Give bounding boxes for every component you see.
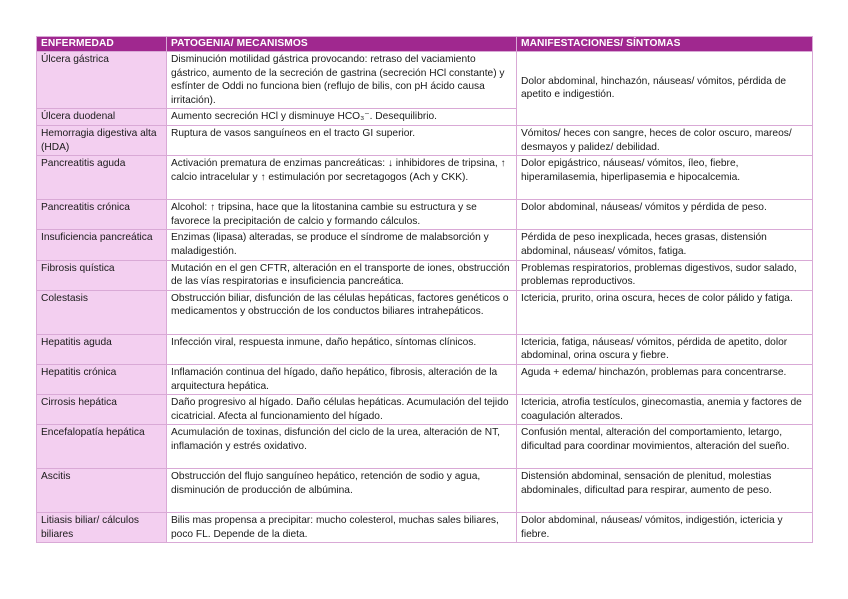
table-row bbox=[37, 52, 813, 109]
disease-cell: Cirrosis hepática bbox=[37, 395, 167, 425]
table-row bbox=[37, 230, 813, 260]
manifestations-cell: Aguda + edema/ hinchazón, problemas para concentrarse. bbox=[517, 364, 813, 394]
disease-cell: Hemorragia digestiva alta (HDA) bbox=[37, 125, 167, 155]
manifestations-cell: Vómitos/ heces con sangre, heces de color oscuro, mareos/ desmayos y palidez/ debilidad. bbox=[517, 125, 813, 155]
table-row bbox=[37, 156, 813, 200]
pathogenesis-cell: Activación prematura de enzimas pancreáticas: ↓ inhibidores de tripsina, ↑ calcio intracelular y ↑ estimulación por secretagogos (Ach y CKK). bbox=[167, 156, 517, 200]
table-row bbox=[37, 200, 813, 230]
header-manifestations: MANIFESTACIONES/ SÍNTOMAS bbox=[517, 37, 813, 52]
disease-cell: Hepatitis aguda bbox=[37, 334, 167, 364]
manifestations-cell: Dolor abdominal, náuseas/ vómitos y pérdida de peso. bbox=[517, 200, 813, 230]
table-row bbox=[37, 425, 813, 469]
pathogenesis-cell: Mutación en el gen CFTR, alteración en el transporte de iones, obstrucción de las vías respiratorias e insuficiencia pancreática. bbox=[167, 260, 517, 290]
pathogenesis-cell: Infección viral, respuesta inmune, daño hepático, síntomas clínicos. bbox=[167, 334, 517, 364]
pathogenesis-cell: Obstrucción del flujo sanguíneo hepático, retención de sodio y agua, disminución de producción de albúmina. bbox=[167, 469, 517, 513]
header-pathogenesis: PATOGENIA/ MECANISMOS bbox=[167, 37, 517, 52]
disease-cell: Pancreatitis aguda bbox=[37, 156, 167, 200]
disease-cell: Fibrosis quística bbox=[37, 260, 167, 290]
header-row bbox=[37, 37, 813, 52]
pathogenesis-cell: Enzimas (lipasa) alteradas, se produce el síndrome de malabsorción y maladigestión. bbox=[167, 230, 517, 260]
disease-table bbox=[36, 36, 813, 543]
disease-cell: Colestasis bbox=[37, 290, 167, 334]
table-row bbox=[37, 125, 813, 155]
disease-cell: Litiasis biliar/ cálculos biliares bbox=[37, 513, 167, 543]
manifestations-cell: Problemas respiratorios, problemas digestivos, sudor salado, problemas reproductivos. bbox=[517, 260, 813, 290]
pathogenesis-cell: Acumulación de toxinas, disfunción del ciclo de la urea, alteración de NT, inflamación y estrés oxidativo. bbox=[167, 425, 517, 469]
disease-cell: Ascitis bbox=[37, 469, 167, 513]
manifestations-cell: Ictericia, atrofia testículos, ginecomastia, anemia y factores de coagulación alterados. bbox=[517, 395, 813, 425]
manifestations-cell: Distensión abdominal, sensación de plenitud, molestias abdominales, dificultad para respirar, aumento de peso. bbox=[517, 469, 813, 513]
pathogenesis-cell: Daño progresivo al hígado. Daño células hepáticas. Acumulación del tejido cicatricial. Afecta al funcionamiento del hígado. bbox=[167, 395, 517, 425]
pathogenesis-cell: Aumento secreción HCl y disminuye HCO₃⁻. Desequilibrio. bbox=[167, 109, 517, 126]
manifestations-cell: Dolor epigástrico, náuseas/ vómitos, íleo, fiebre, hiperamilasemia, hiperlipasemia e hipocalcemia. bbox=[517, 156, 813, 200]
disease-cell: Encefalopatía hepática bbox=[37, 425, 167, 469]
table-row bbox=[37, 469, 813, 513]
table-row bbox=[37, 334, 813, 364]
table-row bbox=[37, 364, 813, 394]
pathogenesis-cell: Alcohol: ↑ tripsina, hace que la litostanina cambie su estructura y se favorece la precipitación de calcio y formando cálculos. bbox=[167, 200, 517, 230]
pathogenesis-cell: Ruptura de vasos sanguíneos en el tracto GI superior. bbox=[167, 125, 517, 155]
pathogenesis-cell: Bilis mas propensa a precipitar: mucho colesterol, muchas sales biliares, poco FL. Depende de la dieta. bbox=[167, 513, 517, 543]
disease-cell: Úlcera gástrica bbox=[37, 52, 167, 109]
disease-cell: Pancreatitis crónica bbox=[37, 200, 167, 230]
table-row bbox=[37, 513, 813, 543]
table-row bbox=[37, 290, 813, 334]
header-disease: ENFERMEDAD bbox=[37, 37, 167, 52]
pathogenesis-cell: Inflamación continua del hígado, daño hepático, fibrosis, alteración de la arquitectura hepática. bbox=[167, 364, 517, 394]
manifestations-cell: Confusión mental, alteración del comportamiento, letargo, dificultad para coordinar movimientos, alteración del sueño. bbox=[517, 425, 813, 469]
pathogenesis-cell: Obstrucción biliar, disfunción de las células hepáticas, factores genéticos o medicamentos y obstrucción de los conductos biliares intrahepáticos. bbox=[167, 290, 517, 334]
manifestations-cell: Pérdida de peso inexplicada, heces grasas, distensión abdominal, náuseas/ vómitos, fatiga. bbox=[517, 230, 813, 260]
manifestations-cell: Dolor abdominal, hinchazón, náuseas/ vómitos, pérdida de apetito e indigestión. bbox=[517, 52, 813, 126]
manifestations-cell: Ictericia, prurito, orina oscura, heces de color pálido y fatiga. bbox=[517, 290, 813, 334]
table-row bbox=[37, 395, 813, 425]
disease-cell: Úlcera duodenal bbox=[37, 109, 167, 126]
manifestations-cell: Dolor abdominal, náuseas/ vómitos, indigestión, ictericia y fiebre. bbox=[517, 513, 813, 543]
pathogenesis-cell: Disminución motilidad gástrica provocando: retraso del vaciamiento gástrico, aumento de la secreción de gastrina (secreción HCl constante) y esfínter de Oddi no funciona bien (reflujo de bilis, con pH ácido causa irritación). bbox=[167, 52, 517, 109]
disease-cell: Insuficiencia pancreática bbox=[37, 230, 167, 260]
disease-cell: Hepatitis crónica bbox=[37, 364, 167, 394]
manifestations-cell: Ictericia, fatiga, náuseas/ vómitos, pérdida de apetito, dolor abdominal, orina oscura y fiebre. bbox=[517, 334, 813, 364]
table-row bbox=[37, 260, 813, 290]
